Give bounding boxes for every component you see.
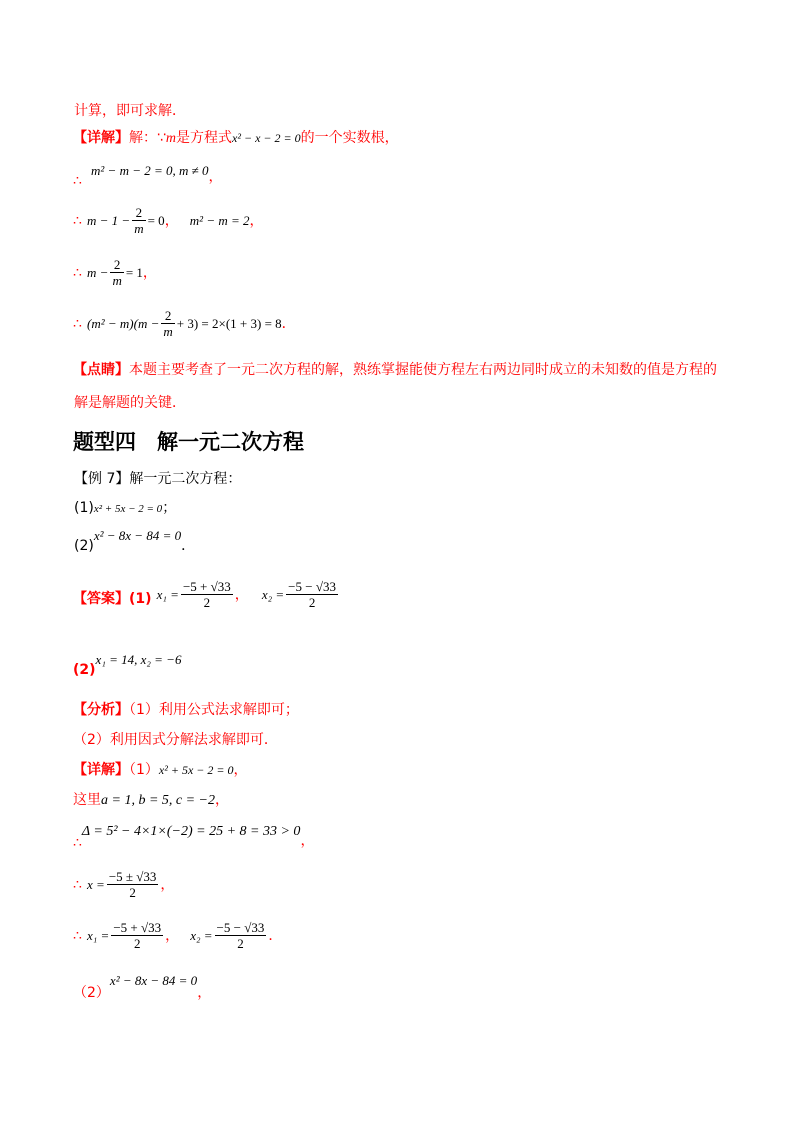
punct: ， <box>164 213 179 229</box>
punct: ． <box>281 316 296 332</box>
equation: x₂ = <box>261 587 285 602</box>
denominator: 2 <box>129 885 136 900</box>
analysis-text: （1）利用公式法求解即可； <box>129 702 299 718</box>
punct: ． <box>268 928 283 944</box>
detail2-line-6 <box>73 972 212 1001</box>
denominator: m <box>163 324 173 339</box>
punct: ， <box>300 833 315 849</box>
punct: ， <box>208 169 223 185</box>
equation: + 3) = 2×(1 + 3) = 8 <box>176 316 282 331</box>
denominator: m <box>112 273 122 288</box>
detail2-line-3 <box>73 822 315 851</box>
numerator: 2 <box>161 309 174 324</box>
example-label: 【例 7】解一元二次方程： <box>74 471 242 487</box>
denominator: 2 <box>237 936 244 951</box>
numerator: −5 + √33 <box>182 579 231 594</box>
analysis-label: 【分析】 <box>73 702 129 718</box>
numerator: −5 − √33 <box>216 920 265 935</box>
therefore-symbol: ∴ <box>73 316 82 332</box>
therefore-symbol: ∴ <box>73 877 82 893</box>
equation: x₁ = <box>87 928 110 943</box>
denominator: 2 <box>133 936 141 951</box>
punct: ， <box>215 792 230 808</box>
fraction <box>215 921 267 950</box>
detail-line <box>73 131 399 146</box>
remark-text: 本题主要考查了一元二次方程的解，熟练掌握能使方程左右两边同时成立的未知数的值是方程的 <box>129 362 717 378</box>
analysis-line-2: （2）利用因式分解法求解即可． <box>73 732 278 748</box>
equation: x₁ = <box>156 587 179 602</box>
answer-line-2 <box>73 651 182 678</box>
fraction <box>286 580 338 609</box>
equation: x² − 8x − 84 = 0 <box>93 528 182 543</box>
detail2-line-4 <box>73 870 174 899</box>
fraction <box>110 258 123 287</box>
punct: ． <box>181 538 196 554</box>
fraction <box>111 921 163 950</box>
example-item-2 <box>74 527 196 554</box>
detail-text-3: 的一个实数根， <box>300 130 399 146</box>
denominator: 2 <box>308 595 316 610</box>
equation: x² − 8x − 84 = 0 <box>109 973 198 988</box>
therefore-symbol: ∴ <box>73 173 82 189</box>
punct: ； <box>162 500 177 516</box>
denominator: 2 <box>203 595 211 610</box>
example-item-1 <box>74 499 176 515</box>
fraction <box>181 580 233 609</box>
numerator: −5 − √33 <box>288 579 336 594</box>
equation: x² + 5x − 2 = 0 <box>93 503 163 515</box>
equation: m − <box>87 265 109 280</box>
text-line: 计算，即可求解． <box>74 103 186 119</box>
numerator: 2 <box>132 206 145 221</box>
detail-label: 【详解】 <box>73 762 129 778</box>
numerator: −5 + √33 <box>113 920 162 935</box>
therefore-symbol: ∴ <box>73 928 82 944</box>
remark-label: 【点睛】 <box>73 362 129 378</box>
detail2-line <box>73 761 247 777</box>
punct: ， <box>165 928 180 944</box>
equation: m² − m = 2 <box>189 213 250 228</box>
fraction <box>161 309 174 338</box>
detail-text: 这里 <box>73 792 101 808</box>
answer-line-1 <box>73 580 340 609</box>
section-heading: 题型四 解一元二次方程 <box>73 430 304 454</box>
equation: m² − m − 2 = 0, m ≠ 0 <box>91 163 209 178</box>
numerator: −5 ± √33 <box>108 869 157 884</box>
detail-text: 解：∵ <box>129 130 166 146</box>
step-line <box>73 206 264 235</box>
punct: ， <box>233 762 248 778</box>
equation: x = <box>87 877 105 892</box>
step-line <box>73 258 157 287</box>
punct: ， <box>234 587 249 603</box>
punct: ， <box>197 985 212 1001</box>
punct: ， <box>249 213 264 229</box>
equation: (m² − m)(m − <box>87 316 160 331</box>
analysis-line <box>73 703 299 717</box>
punct: ， <box>142 265 157 281</box>
item-number: (2) <box>73 662 96 678</box>
fraction <box>132 206 145 235</box>
detail-label: 【详解】 <box>73 130 129 146</box>
equation: a = 1, b = 5, c = −2 <box>101 793 216 808</box>
detail2-line-2 <box>73 791 229 808</box>
denominator: m <box>134 221 144 236</box>
item-number: (1) <box>129 591 152 607</box>
therefore-symbol: ∴ <box>73 265 82 281</box>
var-m: m <box>165 131 177 146</box>
fraction <box>107 870 159 899</box>
answer-label: 【答案】 <box>73 591 129 607</box>
equation: = 0 <box>147 213 165 228</box>
therefore-symbol: ∴ <box>73 213 82 229</box>
equation: x² − x − 2 = 0 <box>232 131 301 145</box>
equation: x₂ = <box>190 928 213 943</box>
punct: ， <box>160 877 175 893</box>
remark-line <box>73 363 717 377</box>
step-line <box>73 162 223 189</box>
equation: m − 1 − <box>87 213 131 228</box>
remark-line-2: 解是解题的关键． <box>74 395 186 411</box>
equation: x₁ = 14, x₂ = −6 <box>95 652 182 667</box>
equation: x² + 5x − 2 = 0 <box>158 763 234 777</box>
detail2-line-5 <box>73 921 282 950</box>
item-number: (1) <box>74 500 94 516</box>
detail-text-2: 是方程式 <box>176 130 233 146</box>
numerator: 2 <box>110 258 123 273</box>
step-line <box>73 309 296 338</box>
item-number: (2) <box>74 538 94 554</box>
item-number: （1） <box>129 762 159 778</box>
therefore-symbol: ∴ <box>73 835 82 851</box>
item-number: （2） <box>73 985 110 1001</box>
equation: Δ = 5² − 4×1×(−2) = 25 + 8 = 33 > 0 <box>81 824 301 839</box>
equation: = 1 <box>125 265 143 280</box>
